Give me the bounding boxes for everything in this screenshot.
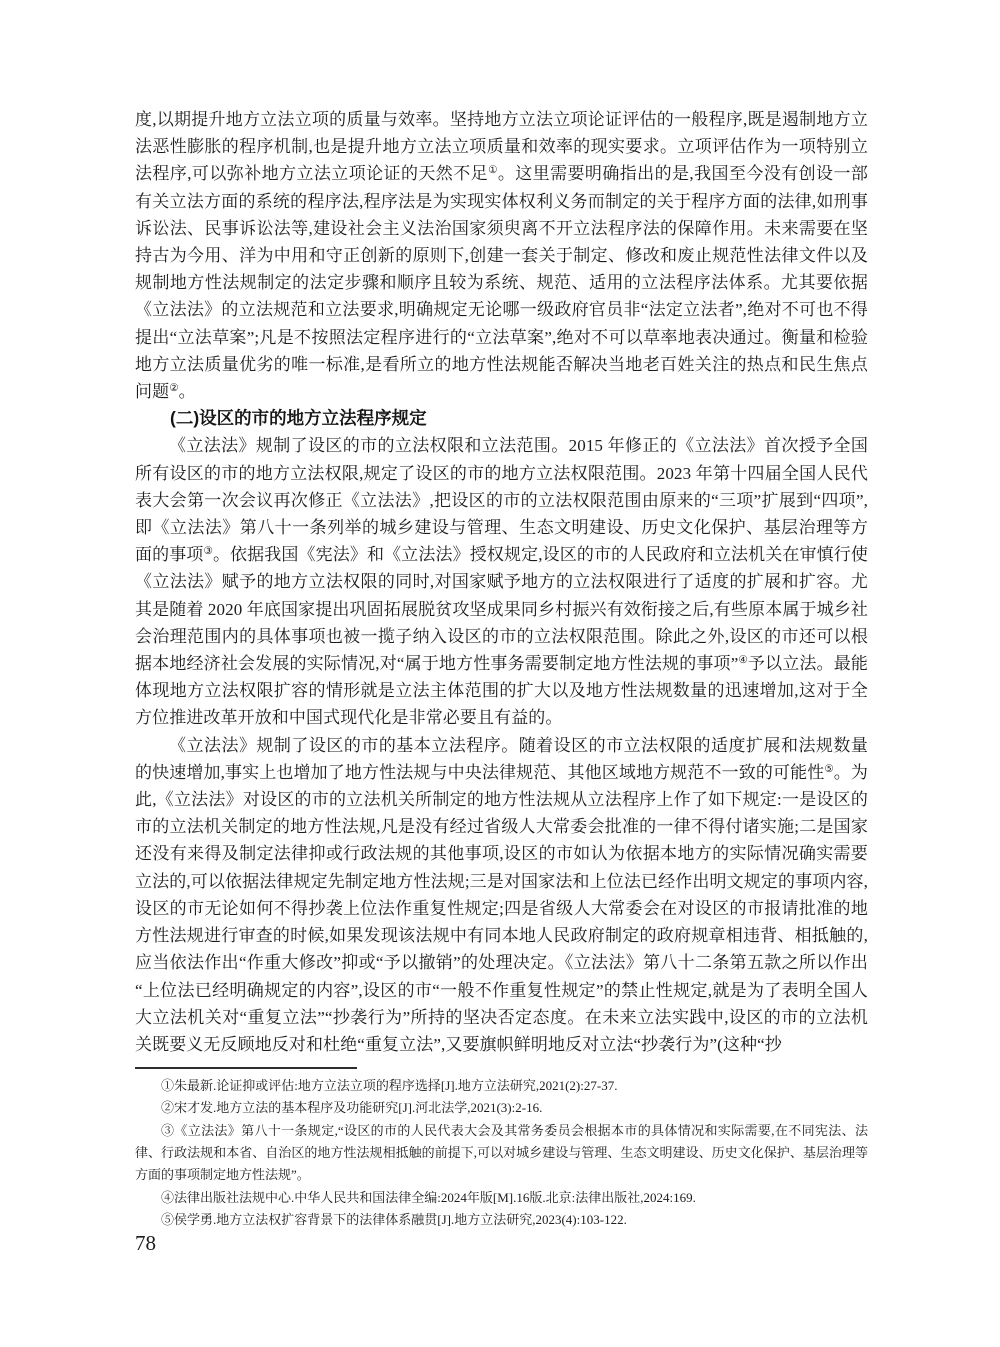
footnote-marker-1: ① [488, 165, 498, 177]
footnote-separator [135, 1067, 357, 1069]
footnote-text: 宋才发.地方立法的基本程序及功能研究[J].河北法学,2021(3):2-16. [174, 1100, 543, 1116]
footnote-number: ④ [161, 1189, 175, 1205]
page-number: 78 [135, 1231, 156, 1255]
footnote-marker-3: ③ [203, 546, 213, 558]
footnotes-section [135, 1075, 868, 1231]
footnote-item-3 [135, 1120, 868, 1187]
footnote-text: 《立法法》第八十一条规定,“设区的市的人民代表大会及其常务委员会根据本市的具体情况和实际需要,在不同宪法、法律、行政法规和本省、自治区的地方性法规相抵触的前提下,可以对城乡建设与管理、生态文明建设、历史文化保护、基层治理等方面的事项制定地方性法规”。 [135, 1122, 868, 1183]
paragraph-text: 。依据我国《宪法》和《立法法》授权规定,设区的市的人民政府和立法机关在审慎行使《立法法》赋予的地方立法权限的同时,对国家赋予地方的立法权限进行了适度的扩展和扩容。尤其是随着 2020 年底国家提出巩固拓展脱贫攻坚成果同乡村振兴有效衔接之后,有些原本属于城乡社会治理范围内的具体事项也被一揽子纳入设区的市的立法权限范围。除此之外,设区的市还可以根据本地经济社会发展的实际情况,对“属于地方性事务需要制定地方性法规的事项” [135, 545, 868, 674]
footnote-text: 朱最新.论证抑或评估:地方立法立项的程序选择[J].地方立法研究,2021(2):27-37. [174, 1078, 618, 1094]
footnote-item-5 [135, 1209, 868, 1231]
paragraph-2 [135, 432, 868, 731]
footnote-marker-4: ④ [738, 655, 748, 667]
footnote-text: 法律出版社法规中心.中华人民共和国法律全编:2024年版[M].16版.北京:法律出版社,2024:169. [174, 1189, 696, 1205]
section-heading: (二)设区的市的地方立法程序规定 [170, 408, 427, 429]
footnote-number: ② [161, 1100, 175, 1116]
paragraph-text: 予以立法。最能体现地方立法权限扩容的情形就是立法主体范围的扩大以及地方性法规数量的迅速增加,这对于全方位推进改革开放和中国式现代化是非常必要且有益的。 [135, 654, 868, 728]
paragraph-3 [135, 732, 868, 1058]
paragraph-text: 《立法法》规制了设区的市的基本立法程序。随着设区的市立法权限的适度扩展和法规数量的快速增加,事实上也增加了地方性法规与中央法律规范、其他区域地方规范不一致的可能性 [135, 735, 868, 782]
footnote-item-4 [135, 1187, 868, 1209]
paragraph-text: 。这里需要明确指出的是,我国至今没有创设一部有关立法方面的系统的程序法,程序法是为实现实体权利义务而制定的关于程序方面的法律,如刑事诉讼法、民事诉讼法等,建设社会主义法治国家须臾离不开立法程序法的保障作用。未来需要在坚持古为今用、洋为中用和守正创新的原则下,创建一套关于制定、修改和废止规范性法律文件以及规制地方性法规制定的法定步骤和顺序且较为系统、规范、适用的立法程序法体系。尤其要依据《立法法》的立法规范和立法要求,明确规定无论哪一级政府官员非“法定立法者”,绝对不可也不得提出“立法草案”;凡是不按照法定程序进行的“立法草案”,绝对不可以草率地表决通过。衡量和检验地方立法质量优劣的唯一标准,是看所立的地方性法规能否解决当地老百姓关注的热点和民生焦点问题 [135, 164, 868, 402]
paragraph-text: 《立法法》规制了设区的市的立法权限和立法范围。2015 年修正的《立法法》首次授予全国所有设区的市的地方立法权限,规定了设区的市的地方立法权限范围。2023 年第十四届全国人民代表大会第一次会议再次修正《立法法》,把设区的市的立法权限范围由原来的“三项”扩展到“四项”,即《立法法》第八十一条列举的城乡建设与管理、生态文明建设、历史文化保护、基层治理等方面的事项 [135, 436, 868, 565]
paragraph-continuation [135, 106, 868, 405]
paragraph-text: 度,以期提升地方立法立项的质量与效率。坚持地方立法立项论证评估的一般程序,既是遏制地方立法恶性膨胀的程序机制,也是提升地方立法立项质量和效率的现实要求。立项评估作为一项特别立法程序,可以弥补地方立法立项论证的天然不足 [135, 110, 868, 184]
paragraph-text: 。为此,《立法法》对设区的市的立法机关所制定的地方性法规从立法程序上作了如下规定:一是设区的市的立法机关制定的地方性法规,凡是没有经过省级人大常委会批准的一律不得付诸实施;二是国家还没有来得及制定法律抑或行政法规的其他事项,设区的市如认为依据本地方的实际情况确实需要立法的,可以依据法律规定先制定地方性法规;三是对国家法和上位法已经作出明文规定的事项内容,设区的市无论如何不得抄袭上位法作重复性规定;四是省级人大常委会在对设区的市报请批准的地方性法规进行审查的时候,如果发现该法规中有同本地人民政府制定的政府规章相违背、相抵触的,应当依法作出“作重大修改”抑或“予以撤销”的处理决定。《立法法》第八十二条第五款之所以作出“上位法已经明确规定的内容”,设区的市“一般不作重复性规定”的禁止性规定,就是为了表明全国人大立法机关对“重复立法”“抄袭行为”所持的坚决否定态度。在未来立法实践中,设区的市的立法机关既要义无反顾地反对和杜绝“重复立法”,又要旗帜鲜明地反对立法“抄袭行为”(这种“抄 [135, 762, 868, 1054]
footnote-number: ⑤ [161, 1211, 175, 1227]
footnote-number: ③ [161, 1122, 175, 1138]
footnote-text: 侯学勇.地方立法权扩容背景下的法律体系融贯[J].地方立法研究,2023(4):103-122. [174, 1211, 627, 1227]
article-body [135, 106, 868, 1058]
footnote-item-1 [135, 1075, 868, 1097]
footnote-item-2 [135, 1097, 868, 1119]
footnote-marker-2: ② [169, 383, 179, 395]
paragraph-text: 。 [178, 382, 196, 402]
footnote-number: ① [161, 1078, 175, 1094]
footnote-marker-5: ⑤ [824, 763, 834, 775]
